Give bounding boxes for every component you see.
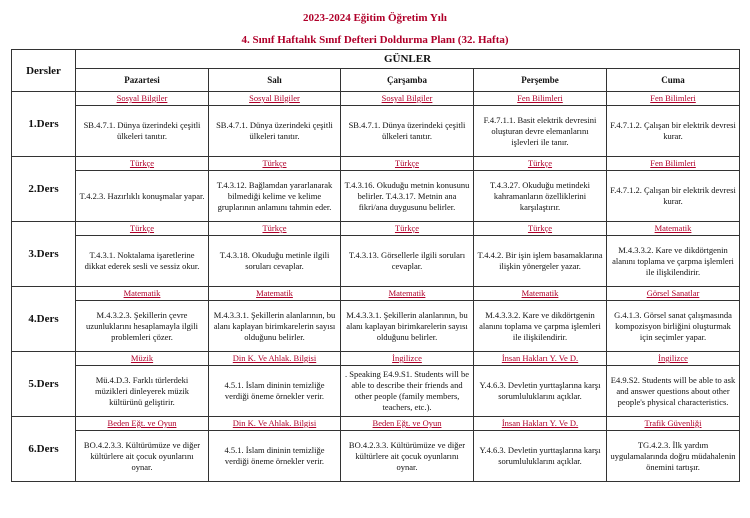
objective-text-value: BO.4.2.3.3. Kültürümüze ve diğer kültürlere ait çocuk oyunlarını oynar.: [348, 439, 466, 472]
lesson-cell: [474, 222, 607, 287]
objective-text-value: TG.4.2.3. İlk yardım uygulamalarında doğru müdahalenin önemini tartışır.: [610, 439, 736, 472]
objective-text-value: Y.4.6.3. Devletin yurttaşlarına karşı sorumluluklarını açıklar.: [479, 380, 601, 401]
objective-text: [474, 366, 606, 416]
subject-label: Müzik: [76, 352, 208, 366]
lesson-cell: [76, 352, 209, 417]
lesson-row: [12, 157, 740, 222]
objective-text-value: SB.4.7.1. Dünya üzerindeki çeşitli ülkeleri tanıtır.: [83, 120, 201, 141]
subject-label: Görsel Sanatlar: [607, 287, 739, 301]
subject-label: İnsan Hakları Y. Ve D.: [474, 417, 606, 431]
subject-label: Trafik Güvenliği: [607, 417, 739, 431]
objective-text: [209, 366, 340, 416]
subject-label: İngilizce: [607, 352, 739, 366]
objective-text-value: M.4.3.3.1. Şekillerin alanlarının, bu alanı kaplayan birimkarelerin sayısı olduğunu belirler.: [346, 309, 468, 342]
objective-text-value: 4.5.1. İslam dininin temizliğe verdiği öneme örnekler verir.: [224, 445, 325, 466]
objective-text-value: F.4.7.1.2. Çalışan bir elektrik devresi kurar.: [610, 185, 736, 206]
lesson-cell: [209, 92, 341, 157]
weekly-plan-table: [11, 49, 740, 482]
lesson-cell: [209, 222, 341, 287]
objective-text: [341, 106, 473, 156]
plan-body: [12, 92, 740, 482]
lesson-label: 6.Ders: [12, 417, 76, 482]
subject-label: Matematik: [607, 222, 739, 236]
objective-text: [209, 301, 340, 351]
lesson-cell: [607, 157, 740, 222]
objective-text: [474, 431, 606, 481]
objective-text: [209, 106, 340, 156]
subject-label: Fen Bilimleri: [607, 157, 739, 171]
objective-text: [341, 301, 473, 351]
lesson-cell: [76, 157, 209, 222]
objective-text: [341, 431, 473, 481]
lesson-cell: [474, 352, 607, 417]
subject-label: Sosyal Bilgiler: [341, 92, 473, 106]
objective-text-value: SB.4.7.1. Dünya üzerindeki çeşitli ülkeleri tanıtır.: [216, 120, 333, 141]
day-header: Salı: [209, 69, 341, 92]
subject-label: Fen Bilimleri: [474, 92, 606, 106]
objective-text-value: G.4.1.3. Görsel sanat çalışmasında kompozisyon birliğini oluşturmak için seçimler yapar.: [614, 309, 732, 342]
subject-label: Sosyal Bilgiler: [209, 92, 340, 106]
lesson-cell: [607, 417, 740, 482]
objective-text: [76, 236, 208, 286]
lesson-cell: [341, 222, 474, 287]
lesson-row: [12, 222, 740, 287]
subject-label: Sosyal Bilgiler: [76, 92, 208, 106]
lesson-cell: [474, 157, 607, 222]
lesson-label: 5.Ders: [12, 352, 76, 417]
objective-text: [341, 366, 473, 416]
subject-label: Türkçe: [341, 222, 473, 236]
objective-text-value: T.4.3.1. Noktalama işaretlerine dikkat ederek sesli ve sessiz okur.: [84, 250, 200, 271]
subject-label: Din K. Ve Ahlak. Bilgisi: [209, 352, 340, 366]
lesson-cell: [76, 92, 209, 157]
subject-label: Türkçe: [76, 157, 208, 171]
lesson-cell: [607, 92, 740, 157]
objective-text: [76, 301, 208, 351]
objective-text: [474, 106, 606, 156]
objective-text: [607, 366, 739, 416]
objective-text: [474, 171, 606, 221]
lesson-cell: [341, 417, 474, 482]
objective-text-value: M.4.3.3.1. Şekillerin alanlarının, bu alanı kaplayan birimkarelerin sayısı olduğunu belirler.: [213, 309, 336, 342]
subject-label: Beden Eğt. ve Oyun: [341, 417, 473, 431]
objective-text: [607, 301, 739, 351]
objective-text: [607, 106, 739, 156]
objective-text: [474, 301, 606, 351]
subject-label: İngilizce: [341, 352, 473, 366]
objective-text: [76, 106, 208, 156]
lesson-cell: [341, 92, 474, 157]
day-header: Çarşamba: [341, 69, 474, 92]
lesson-cell: [474, 92, 607, 157]
lesson-cell: [209, 417, 341, 482]
school-year-title: 2023-2024 Eğitim Öğretim Yılı: [303, 12, 447, 24]
objective-text-value: 4.5.1. İslam dininin temizliğe verdiği öneme örnekler verir.: [224, 380, 325, 401]
objective-text: [209, 431, 340, 481]
lesson-label: 1.Ders: [12, 92, 76, 157]
lesson-label: 4.Ders: [12, 287, 76, 352]
subject-label: Fen Bilimleri: [607, 92, 739, 106]
dersler-header: Dersler: [12, 50, 76, 92]
objective-text-value: BO.4.2.3.3. Kültürümüze ve diğer kültürlere ait çocuk oyunlarını oynar.: [83, 439, 201, 472]
lesson-cell: [76, 222, 209, 287]
lesson-cell: [209, 352, 341, 417]
objective-text-value: M.4.3.2.3. Şekillerin çevre uzunluklarını hesaplamayla ilgili problemleri çözer.: [86, 309, 198, 342]
objective-text: [474, 236, 606, 286]
subject-label: Türkçe: [474, 222, 606, 236]
objective-text: [76, 431, 208, 481]
objective-text: [76, 366, 208, 416]
objective-text-value: M.4.3.3.2. Kare ve dikdörtgenin alanını toplama ve çarpma işlemleri ile ilişkilendirir.: [612, 244, 734, 277]
objective-text-value: E4.9.S2. Students will be able to ask and answer questions about other people's physical characteristics.: [610, 374, 736, 407]
day-header: Cuma: [607, 69, 740, 92]
objective-text-value: T.4.4.2. Bir işin işlem basamaklarına ilişkin yönergeler yazar.: [477, 250, 603, 271]
subject-label: Din K. Ve Ahlak. Bilgisi: [209, 417, 340, 431]
objective-text-value: T.4.3.27. Okuduğu metindeki kahramanların özelliklerini karşılaştırır.: [490, 179, 590, 212]
objective-text: [76, 171, 208, 221]
subject-label: Matematik: [474, 287, 606, 301]
objective-text-value: T.4.2.3. Hazırlıklı konuşmalar yapar.: [79, 190, 205, 201]
objective-text-value: . Speaking E4.9.S1. Students will be able to describe their friends and other people (family members, teachers, etc.).: [345, 369, 469, 412]
subject-label: İnsan Hakları Y. Ve D.: [474, 352, 606, 366]
lesson-cell: [607, 222, 740, 287]
objective-text-value: SB.4.7.1. Dünya üzerindeki çeşitli ülkeleri tanıtır.: [348, 120, 466, 141]
lesson-row: [12, 352, 740, 417]
lesson-cell: [474, 287, 607, 352]
objective-text-value: F.4.7.1.2. Çalışan bir elektrik devresi kurar.: [610, 120, 736, 141]
lesson-cell: [341, 157, 474, 222]
lesson-cell: [76, 287, 209, 352]
lesson-row: [12, 92, 740, 157]
subject-label: Türkçe: [76, 222, 208, 236]
day-header: Pazartesi: [76, 69, 209, 92]
objective-text-value: T.4.3.12. Bağlamdan yararlanarak bilmediği kelime ve kelime gruplarının anlamını tahmin eder.: [216, 179, 333, 212]
objective-text: [209, 236, 340, 286]
objective-text: [607, 431, 739, 481]
lesson-label: 3.Ders: [12, 222, 76, 287]
subject-label: Matematik: [76, 287, 208, 301]
days-row: [12, 69, 740, 92]
objective-text-value: T.4.3.16. Okuduğu metnin konusunu belirler. T.4.3.17. Metnin ana fikri/ana duygusunu belirler.: [344, 179, 470, 212]
objective-text-value: Y.4.6.3. Devletin yurttaşlarına karşı sorumluluklarını açıklar.: [479, 445, 601, 466]
lesson-label: 2.Ders: [12, 157, 76, 222]
lesson-cell: [607, 287, 740, 352]
subject-label: Türkçe: [341, 157, 473, 171]
lesson-cell: [607, 352, 740, 417]
lesson-row: [12, 417, 740, 482]
lesson-row: [12, 287, 740, 352]
lesson-cell: [341, 352, 474, 417]
subject-label: Matematik: [209, 287, 340, 301]
objective-text-value: M.4.3.3.2. Kare ve dikdörtgenin alanını toplama ve çarpma işlemleri ile ilişkilendirir.: [479, 309, 601, 342]
subject-label: Türkçe: [474, 157, 606, 171]
subject-label: Türkçe: [209, 222, 340, 236]
objective-text: [607, 171, 739, 221]
plan-title: 4. Sınıf Haftalık Sınıf Defteri Doldurma Planı (32. Hafta): [241, 34, 509, 46]
objective-text: [209, 171, 340, 221]
lesson-cell: [474, 417, 607, 482]
objective-text: [341, 171, 473, 221]
lesson-cell: [341, 287, 474, 352]
day-header: Perşembe: [474, 69, 607, 92]
objective-text-value: Mü.4.D.3. Farklı türlerdeki müzikleri dinleyerek müzik kültürünü geliştirir.: [95, 374, 189, 407]
subject-label: Türkçe: [209, 157, 340, 171]
gunler-header: GÜNLER: [76, 50, 740, 69]
lesson-cell: [209, 157, 341, 222]
objective-text-value: F.4.7.1.1. Basit elektrik devresini oluşturan devre elemanlarını işlevleri ile tanır.: [483, 114, 597, 147]
lesson-cell: [76, 417, 209, 482]
objective-text: [607, 236, 739, 286]
subject-label: Matematik: [341, 287, 473, 301]
subject-label: Beden Eğt. ve Oyun: [76, 417, 208, 431]
objective-text-value: T.4.3.13. Görsellerle ilgili soruları cevaplar.: [348, 250, 466, 271]
lesson-cell: [209, 287, 341, 352]
objective-text: [341, 236, 473, 286]
objective-text-value: T.4.3.18. Okuduğu metinle ilgili soruları cevaplar.: [219, 250, 330, 271]
